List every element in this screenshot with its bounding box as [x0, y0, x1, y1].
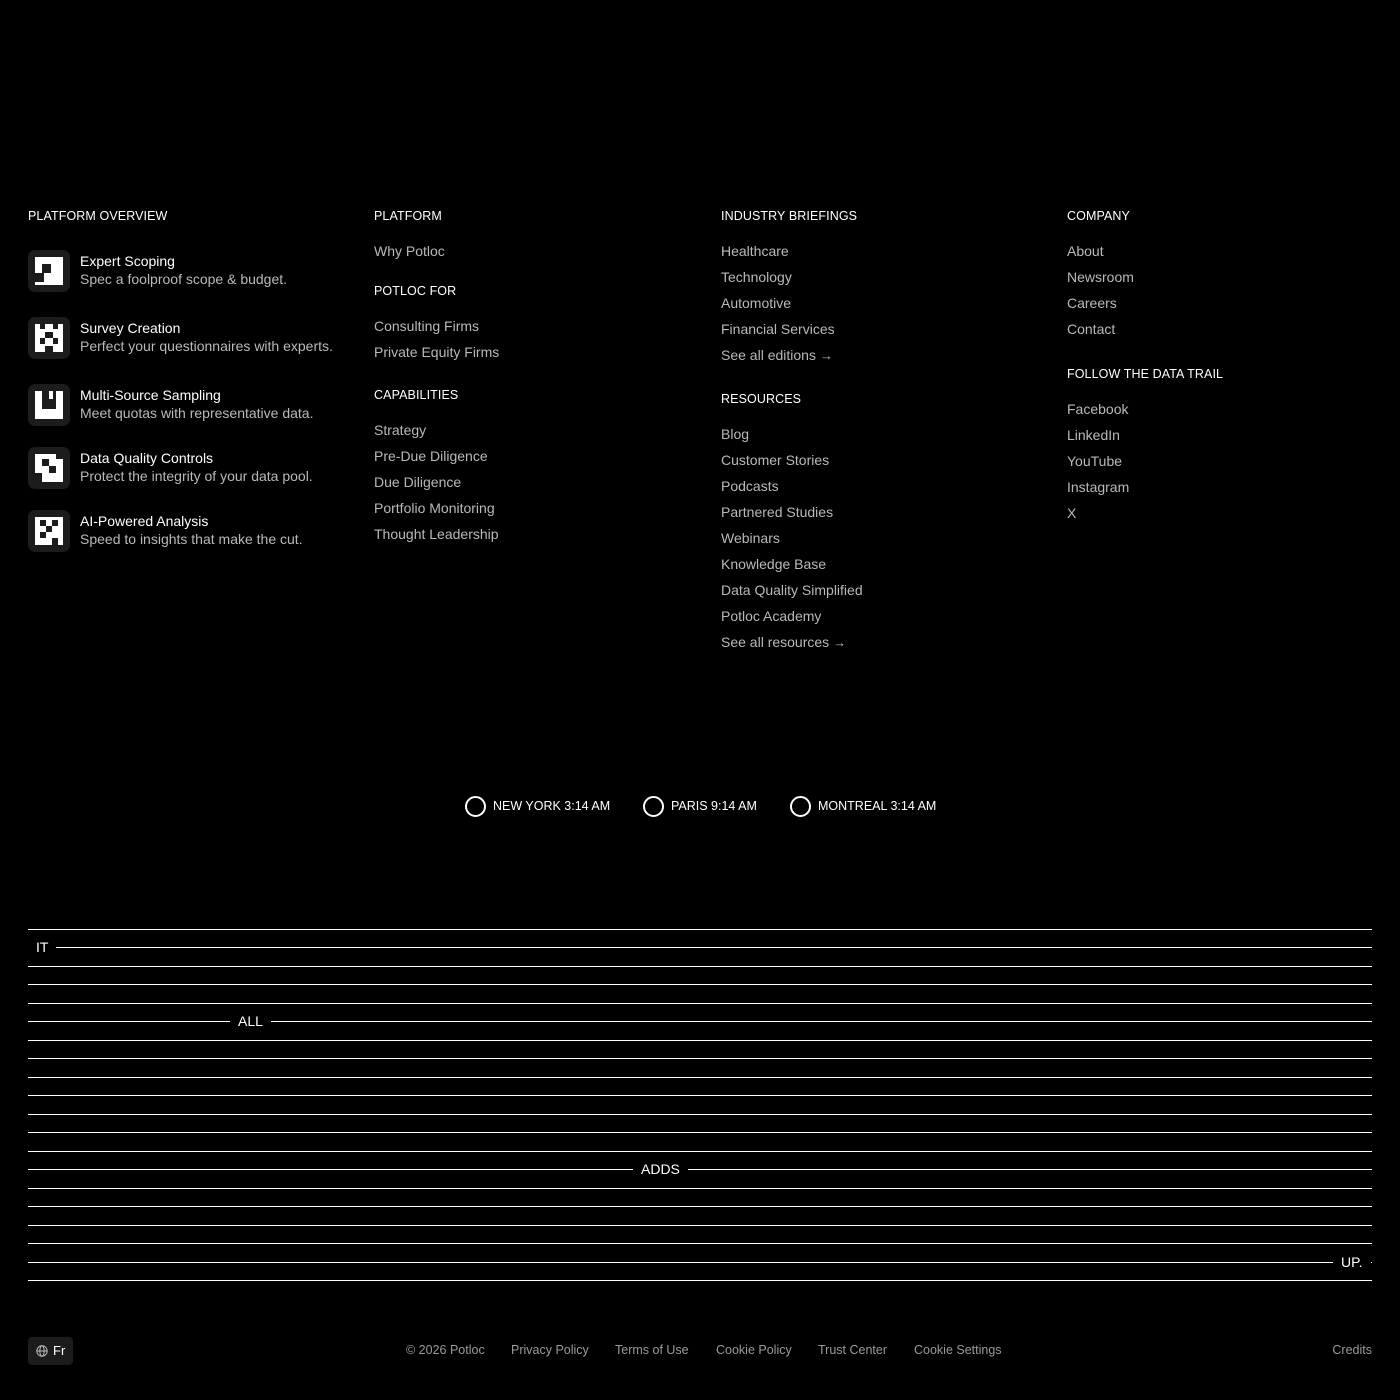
overview-item-title: AI-Powered Analysis: [80, 513, 209, 529]
overview-item-desc: Spec a foolproof scope & budget.: [80, 271, 288, 287]
divider-line: [28, 1132, 1372, 1133]
link-cookie-settings[interactable]: Cookie Settings: [914, 1343, 1002, 1357]
link-why-potloc[interactable]: Why Potloc: [374, 243, 445, 259]
link-data-quality-simplified[interactable]: Data Quality Simplified: [721, 582, 863, 598]
link-cookie-policy[interactable]: Cookie Policy: [716, 1343, 792, 1357]
link-instagram[interactable]: Instagram: [1067, 479, 1130, 495]
overview-item-desc: Protect the integrity of your data pool.: [80, 468, 313, 484]
link-blog[interactable]: Blog: [721, 426, 750, 442]
divider-line: [28, 1206, 1372, 1207]
link-podcasts[interactable]: Podcasts: [721, 478, 779, 494]
link-thought-leadership[interactable]: Thought Leadership: [374, 526, 499, 542]
globe-icon: [36, 1345, 48, 1357]
link-webinars[interactable]: Webinars: [721, 530, 780, 546]
link-contact[interactable]: Contact: [1067, 321, 1116, 337]
overview-item-data-quality-controls[interactable]: [28, 447, 348, 491]
data-quality-icon: [28, 447, 70, 489]
link-pre-due-diligence[interactable]: Pre-Due Diligence: [374, 448, 488, 464]
clock-icon: [465, 796, 486, 817]
divider-line: [28, 947, 1372, 948]
link-private-equity-firms[interactable]: Private Equity Firms: [374, 344, 500, 360]
company-column: [1067, 209, 1397, 526]
language-switcher[interactable]: [28, 1337, 73, 1365]
link-x[interactable]: X: [1067, 505, 1077, 521]
link-healthcare[interactable]: Healthcare: [721, 243, 789, 259]
link-due-diligence[interactable]: Due Diligence: [374, 474, 462, 490]
arrow-right-icon: →: [819, 348, 833, 363]
divider-line: [28, 1077, 1372, 1078]
tagline-word-adds: ADDS: [633, 1161, 688, 1177]
link-technology[interactable]: Technology: [721, 269, 792, 285]
divider-line: [28, 1058, 1372, 1059]
resources-heading: RESOURCES: [721, 392, 802, 406]
overview-item-multi-source-sampling[interactable]: [28, 384, 348, 428]
link-careers[interactable]: Careers: [1067, 295, 1117, 311]
divider-line: [28, 1151, 1372, 1152]
overview-item-title: Multi-Source Sampling: [80, 387, 221, 403]
divider-line: [28, 1003, 1372, 1004]
link-trust-center[interactable]: Trust Center: [818, 1343, 888, 1357]
clock-label: PARIS 9:14 AM: [671, 799, 757, 813]
overview-item-ai-powered-analysis[interactable]: [28, 510, 348, 554]
tagline-word-all: ALL: [230, 1013, 271, 1029]
link-about[interactable]: About: [1067, 243, 1104, 259]
divider-line: [28, 984, 1372, 985]
overview-item-title: Expert Scoping: [80, 253, 175, 269]
company-heading: COMPANY: [1067, 209, 1130, 223]
divider-line: [28, 1280, 1372, 1281]
potloc-for-heading: POTLOC FOR: [374, 284, 457, 298]
divider-line: [28, 1169, 1372, 1170]
divider-line: [28, 966, 1372, 967]
link-see-all-editions[interactable]: [721, 342, 1051, 369]
link-linkedin[interactable]: LinkedIn: [1067, 427, 1120, 443]
divider-line: [28, 1095, 1372, 1096]
link-financial-services[interactable]: Financial Services: [721, 321, 835, 337]
clock-label: MONTREAL 3:14 AM: [818, 799, 937, 813]
link-strategy[interactable]: Strategy: [374, 422, 427, 438]
divider-line: [28, 1262, 1372, 1263]
divider-line: [28, 1243, 1372, 1244]
divider-line: [28, 929, 1372, 930]
divider-line: [28, 1040, 1372, 1041]
divider-line: [28, 1114, 1372, 1115]
link-terms-of-use[interactable]: Terms of Use: [615, 1343, 689, 1357]
industry-briefings-heading: INDUSTRY BRIEFINGS: [721, 209, 858, 223]
clock-icon: [790, 796, 811, 817]
overview-item-desc: Perfect your questionnaires with experts.: [80, 338, 333, 354]
link-privacy-policy[interactable]: Privacy Policy: [511, 1343, 589, 1357]
copyright-text: © 2026 Potloc: [406, 1343, 485, 1357]
link-automotive[interactable]: Automotive: [721, 295, 792, 311]
platform-column: [374, 209, 704, 547]
follow-heading: FOLLOW THE DATA TRAIL: [1067, 367, 1224, 381]
link-potloc-academy[interactable]: Potloc Academy: [721, 608, 822, 624]
link-youtube[interactable]: YouTube: [1067, 453, 1123, 469]
link-customer-stories[interactable]: Customer Stories: [721, 452, 830, 468]
link-facebook[interactable]: Facebook: [1067, 401, 1129, 417]
link-partnered-studies[interactable]: Partnered Studies: [721, 504, 834, 520]
link-knowledge-base[interactable]: Knowledge Base: [721, 556, 827, 572]
capabilities-heading: CAPABILITIES: [374, 388, 459, 402]
survey-creation-icon: [28, 317, 70, 359]
industry-column: [721, 209, 1051, 656]
platform-overview-heading: PLATFORM OVERVIEW: [28, 209, 168, 223]
overview-item-desc: Meet quotas with representative data.: [80, 405, 314, 421]
link-portfolio-monitoring[interactable]: Portfolio Monitoring: [374, 500, 495, 516]
overview-item-expert-scoping[interactable]: [28, 250, 348, 294]
link-consulting-firms[interactable]: Consulting Firms: [374, 318, 480, 334]
arrow-right-icon: →: [833, 635, 847, 650]
platform-heading: PLATFORM: [374, 209, 442, 223]
ai-analysis-icon: [28, 510, 70, 552]
overview-item-desc: Speed to insights that make the cut.: [80, 531, 303, 547]
tagline-word-it: IT: [28, 939, 56, 955]
link-credits[interactable]: Credits: [1332, 1343, 1372, 1357]
overview-item-title: Data Quality Controls: [80, 450, 214, 466]
divider-line: [28, 1225, 1372, 1226]
expert-scoping-icon: [28, 250, 70, 292]
overview-item-title: Survey Creation: [80, 320, 181, 336]
divider-line: [28, 1188, 1372, 1189]
see-all-resources-label: See all resources: [721, 634, 830, 650]
overview-item-survey-creation[interactable]: [28, 317, 348, 361]
clock-label: NEW YORK 3:14 AM: [493, 799, 611, 813]
link-newsroom[interactable]: Newsroom: [1067, 269, 1134, 285]
language-label: Fr: [53, 1343, 66, 1358]
tagline-word-up: UP.: [1333, 1254, 1371, 1270]
see-all-editions-label: See all editions: [721, 347, 816, 363]
clock-icon: [643, 796, 664, 817]
link-see-all-resources[interactable]: [721, 629, 1051, 656]
multi-source-sampling-icon: [28, 384, 70, 426]
